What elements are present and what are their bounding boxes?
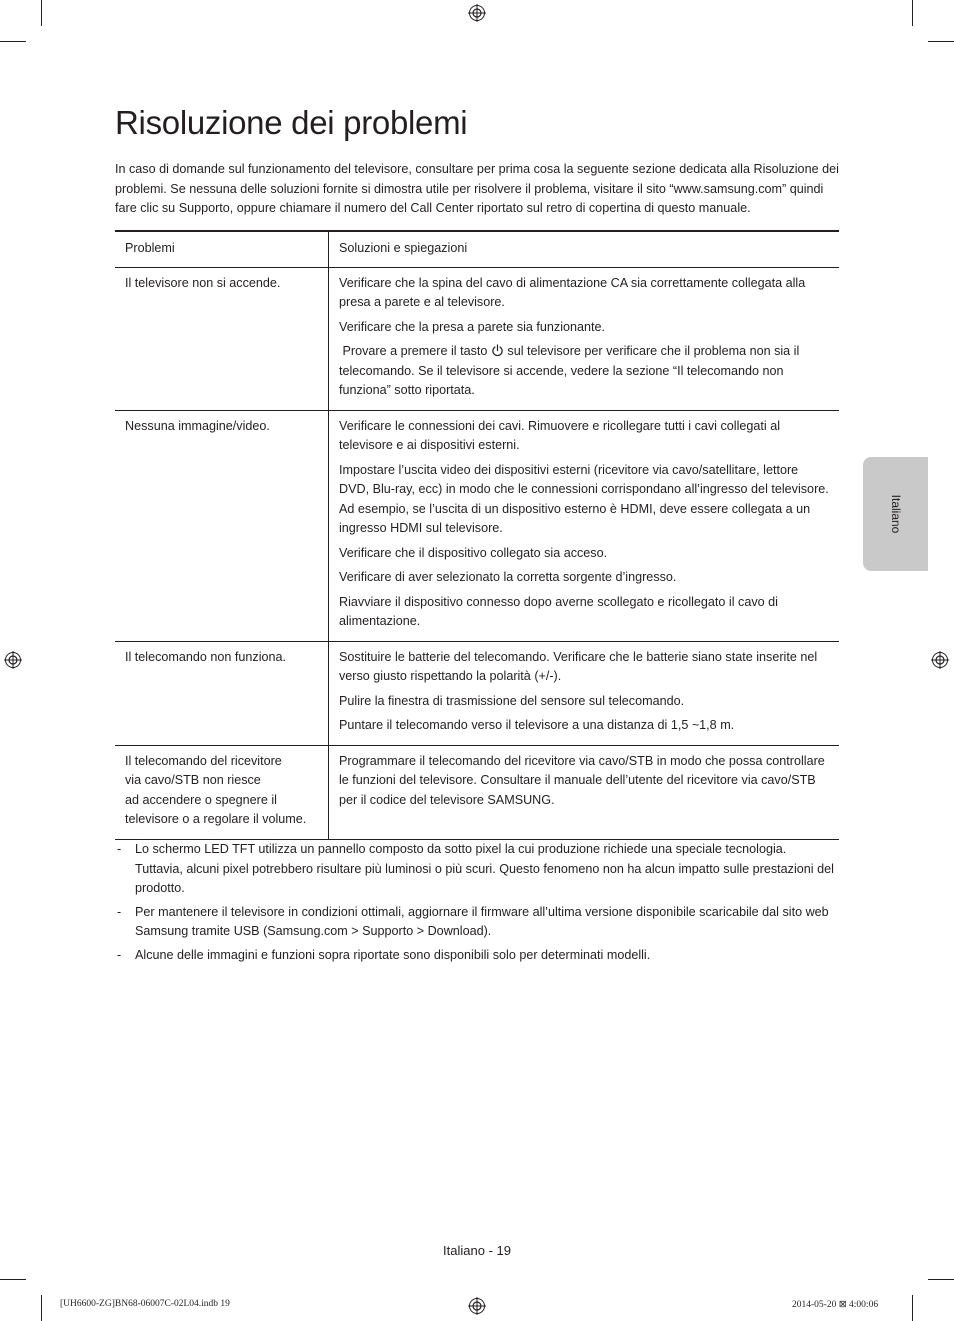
note-text: Per mantenere il televisore in condizioni ottimali, aggiornare il firmware all’ultima versione disponibile scaricabile dal sito web Samsung tramite USB (Samsung.com > Supporto > Download).: [135, 904, 829, 938]
solution-text: Verificare le connessioni dei cavi. Rimuovere e ricollegare tutti i cavi collegati al televisore e ai dispositivi esterni.: [339, 418, 780, 452]
problem-line: Il telecomando del ricevitore: [125, 753, 282, 768]
list-item: [115, 840, 835, 899]
solution-cell: [329, 410, 840, 641]
problem-cell: Il telecomando non funziona.: [115, 641, 329, 745]
problem-line: ad accendere o spegnere il: [125, 792, 277, 807]
solution-cell: [329, 267, 840, 410]
list-item: [115, 903, 835, 942]
note-text: Lo schermo LED TFT utilizza un pannello composto da sotto pixel la cui produzione richiede una speciale tecnologia. Tuttavia, alcuni pixel potrebbero risultare più luminosi o più scuri. Questo fenomeno non ha alcun impatto sulle prestazioni del prodotto.: [135, 842, 834, 895]
list-item: [115, 946, 835, 966]
page-number: Italiano - 19: [443, 1243, 511, 1258]
problem-line: televisore o a regolare il volume.: [125, 812, 307, 826]
registration-mark-icon: [468, 4, 486, 22]
solution-text-power: [339, 342, 829, 401]
table-row: [115, 410, 839, 641]
problem-cell: [115, 745, 329, 839]
language-side-tab: [863, 457, 928, 571]
troubleshooting-table: [115, 230, 839, 840]
problem-cell: Il televisore non si accende.: [115, 267, 329, 410]
power-icon: [491, 344, 504, 357]
solution-text: Pulire la finestra di trasmissione del sensore sul telecomando.: [339, 693, 685, 708]
crop-mark: [0, 41, 26, 42]
registration-mark-icon: [931, 651, 949, 669]
intro-paragraph: In caso di domande sul funzionamento del televisore, consultare per prima cosa la seguente sezione dedicata alla Risoluzione dei problemi. Se nessuna delle soluzioni fornite si dimostra utile per risolvere il problema, visitare il sito “www.samsung.com” quindi fare clic su Supporto, oppure chiamare il numero del Call Center riportato sul retro di copertina di questo manuale.: [115, 162, 839, 215]
registration-mark-icon: [4, 651, 22, 669]
crop-mark: [912, 1295, 913, 1321]
crop-mark: [928, 1279, 954, 1280]
solution-text: Sostituire le batterie del telecomando. Verificare che le batterie siano state inserite nel verso giusto rispettando la polarità (+/-).: [339, 649, 818, 683]
solution-text: Programmare il telecomando del ricevitore via cavo/STB in modo che possa controllare le funzioni del televisore. Consultare il manuale dell’utente del ricevitore via cavo/STB per il codice del televisore SAMSUNG.: [339, 753, 825, 807]
problem-cell: Nessuna immagine/video.: [115, 410, 329, 641]
solution-text: Verificare che la spina del cavo di alimentazione CA sia correttamente collegata alla presa a parete e al televisore.: [339, 275, 806, 309]
solution-cell: [329, 745, 840, 839]
problem-line: via cavo/STB non riesce: [125, 773, 261, 787]
list-bullet: -: [117, 904, 122, 919]
table-row: [115, 745, 839, 839]
crop-mark: [41, 1295, 42, 1321]
crop-mark: [41, 0, 42, 26]
list-bullet: -: [117, 947, 122, 962]
list-bullet: -: [117, 842, 122, 856]
solution-text: Verificare di aver selezionato la corretta sorgente d’ingresso.: [339, 570, 677, 584]
solution-text: Riavviare il dispositivo connesso dopo averne scollegato e ricollegato il cavo di alimentazione.: [339, 594, 778, 628]
note-text: Alcune delle immagini e funzioni sopra riportate sono disponibili solo per determinati modelli.: [135, 947, 651, 962]
column-header-solutions: Soluzioni e spiegazioni: [329, 231, 840, 267]
table-row: [115, 641, 839, 745]
solution-text: Impostare l’uscita video dei dispositivi esterni (ricevitore via cavo/satellitare, lettore DVD, Blu-ray, ecc) in modo che le connessioni corrispondano all’ingresso del televisore. Ad esempio, se l’uscita di un dispositivo esterno è HDMI, deve essere collegata a un ingresso HDMI sul televisore.: [339, 462, 829, 535]
registration-mark-icon: [468, 1297, 486, 1315]
crop-mark: [912, 0, 913, 26]
solution-text-part: Provare a premere il tasto: [342, 344, 488, 358]
date-info: 2014-05-20 ⊠ 4:00:06: [792, 1300, 879, 1310]
crop-mark: [0, 1279, 26, 1280]
notes-list: [115, 840, 835, 969]
solution-text-part: sul televisore per verificare che il problema non sia il telecomando. Se il televisore si accende, vedere la sezione “Il telecomando non funziona” sotto riportata.: [339, 344, 800, 397]
solution-text: Verificare che la presa a parete sia funzionante.: [339, 319, 606, 334]
column-header-problems: Problemi: [115, 231, 329, 267]
solution-text: Puntare il telecomando verso il televisore a una distanza di 1,5 ~1,8 m.: [339, 718, 735, 732]
page-title: Risoluzione dei problemi: [115, 104, 468, 141]
table-header-row: [115, 231, 839, 267]
solution-cell: [329, 641, 840, 745]
solution-text: Verificare che il dispositivo collegato sia acceso.: [339, 545, 608, 560]
language-side-tab-label: Italiano: [888, 494, 903, 534]
table-row: [115, 267, 839, 410]
file-info: [UH6600-ZG]BN68-06007C-02L04.indb 19: [60, 1299, 230, 1309]
crop-mark: [928, 41, 954, 42]
